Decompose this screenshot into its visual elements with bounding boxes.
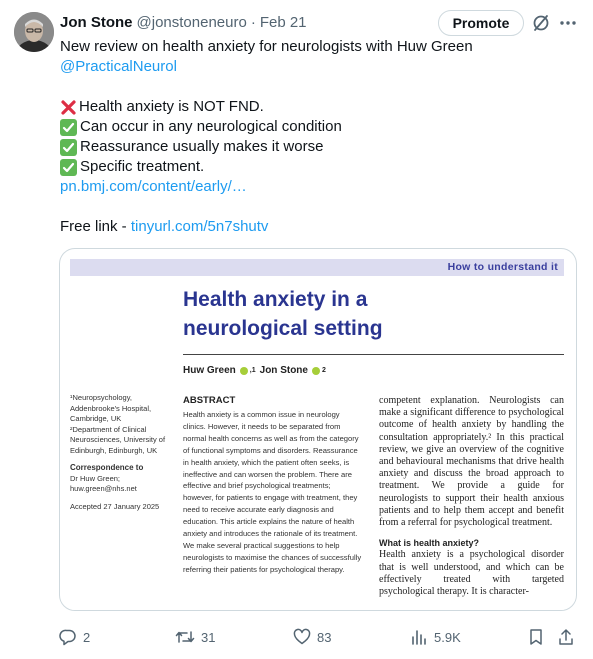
like-button[interactable] — [293, 627, 331, 647]
post-text — [60, 37, 580, 237]
check-mark-button-emoji — [60, 159, 77, 176]
abstract-body: Health anxiety is a common issue in neurology clinics. However, it needs to be separated from normal health concerns as well as from the category of functional symptoms and disorders. Reassurance in health anxiety, which the patient often seeks, is ineffective and can worsen the problem. There are effective and brief psychological treatments; however, for patients to engage with treatment, they need to receive accurate early diagnosis and education. This article explains the nature of health anxiety and introduces the rationale of its treatment. We make several practical suggestions to help neurologists to maximise the chances of successfully referring their patients for psychological therapy. — [183, 410, 362, 574]
mention-link[interactable]: @PracticalNeurol — [60, 58, 177, 75]
like-count: 83 — [317, 629, 332, 645]
paper-author: Huw Green — [183, 365, 236, 376]
paper-banner — [70, 259, 564, 276]
paper-title — [183, 285, 483, 343]
paper-paragraph: Health anxiety is a psychological disorder that is well understood, and which can be effectively treated with targeted psychological therapy. It is character- — [379, 549, 564, 598]
check-mark-button-emoji — [60, 119, 77, 136]
abstract-heading: ABSTRACT — [183, 395, 236, 406]
media-image[interactable] — [59, 248, 577, 611]
repost-count: 31 — [201, 629, 216, 645]
paper-column — [379, 395, 564, 598]
paper-paragraph: competent explanation. Neurologists can make a significant difference to psychological outcome of health anxiety by handling the consultation appropriately.² In this practical review, we give an overview of the cognitive and behavioural mechanisms that drive health anxiety and discuss the broad approach to treatment. We provide a guide for neurologists to support their health anxious patients and to help them accept and benefit from a referral for psychological treatment. — [379, 395, 564, 529]
title-divider — [183, 354, 564, 355]
share-icon — [557, 628, 575, 646]
post-text-line: Reassurance usually makes it worse — [80, 138, 324, 155]
paper-title-line: Health anxiety in a — [183, 288, 368, 311]
free-link[interactable]: tinyurl.com/5n7shutv — [130, 218, 269, 235]
bookmark-button[interactable] — [527, 627, 545, 647]
repost-button[interactable] — [175, 627, 215, 647]
paper-authors — [183, 365, 326, 376]
orcid-icon — [240, 367, 248, 375]
post-text-line: New review on health anxiety for neurologists with Huw Green — [60, 38, 473, 55]
paper-author: Jon Stone — [259, 365, 308, 376]
article-link[interactable]: pn.bmj.com/content/early/… — [60, 178, 247, 195]
author-handle[interactable]: @jonstoneneuro — [136, 13, 247, 31]
paper-abstract — [183, 395, 363, 576]
bookmark-icon — [527, 628, 545, 646]
orcid-icon — [312, 367, 320, 375]
post-text-line: Specific treatment. — [80, 158, 205, 175]
affiliation: ²Department of Clinical Neurosciences, University of Edinburgh, Edinburgh, UK — [70, 424, 166, 455]
views-icon — [410, 628, 428, 646]
post-header — [60, 12, 307, 32]
free-link-label: Free link - — [60, 218, 131, 235]
author-name[interactable]: Jon Stone — [60, 13, 133, 31]
accepted-date: Accepted 27 January 2025 — [70, 501, 160, 511]
paper-affiliations — [70, 393, 170, 512]
repost-icon — [175, 628, 195, 646]
author-superscript: ,1 — [249, 367, 256, 374]
affiliation: ¹Neuropsychology, Addenbrooke's Hospital, Cambridge, UK — [70, 393, 152, 423]
correspondence-heading: Correspondence to — [70, 463, 144, 472]
share-button[interactable] — [557, 627, 575, 647]
correspondence-body: Dr Huw Green; huw.green@nhs.net — [70, 473, 137, 493]
banner-text: How to understand it — [447, 261, 558, 273]
reply-count: 2 — [83, 629, 91, 645]
section-heading: What is health anxiety? — [379, 538, 480, 549]
check-mark-button-emoji — [60, 139, 77, 156]
post-date[interactable]: Feb 21 — [259, 13, 307, 31]
cross-mark-emoji — [60, 99, 77, 116]
heart-icon — [293, 628, 311, 646]
more-icon[interactable] — [558, 13, 578, 33]
paper-preview — [70, 259, 564, 611]
action-bar — [59, 627, 579, 647]
views-count: 5.9K — [434, 629, 461, 645]
post-text-line: Health anxiety is NOT FND. — [79, 98, 264, 115]
separator-dot: · — [250, 13, 256, 31]
reply-button[interactable] — [59, 627, 90, 647]
author-superscript: 2 — [321, 367, 326, 374]
post-text-line: Can occur in any neurological condition — [80, 118, 342, 135]
reply-icon — [59, 628, 77, 646]
paper-title-line: neurological setting — [183, 317, 383, 340]
views-button[interactable] — [410, 627, 461, 647]
avatar[interactable] — [14, 12, 54, 52]
promote-button[interactable]: Promote — [438, 10, 524, 36]
grok-icon[interactable] — [531, 13, 551, 33]
